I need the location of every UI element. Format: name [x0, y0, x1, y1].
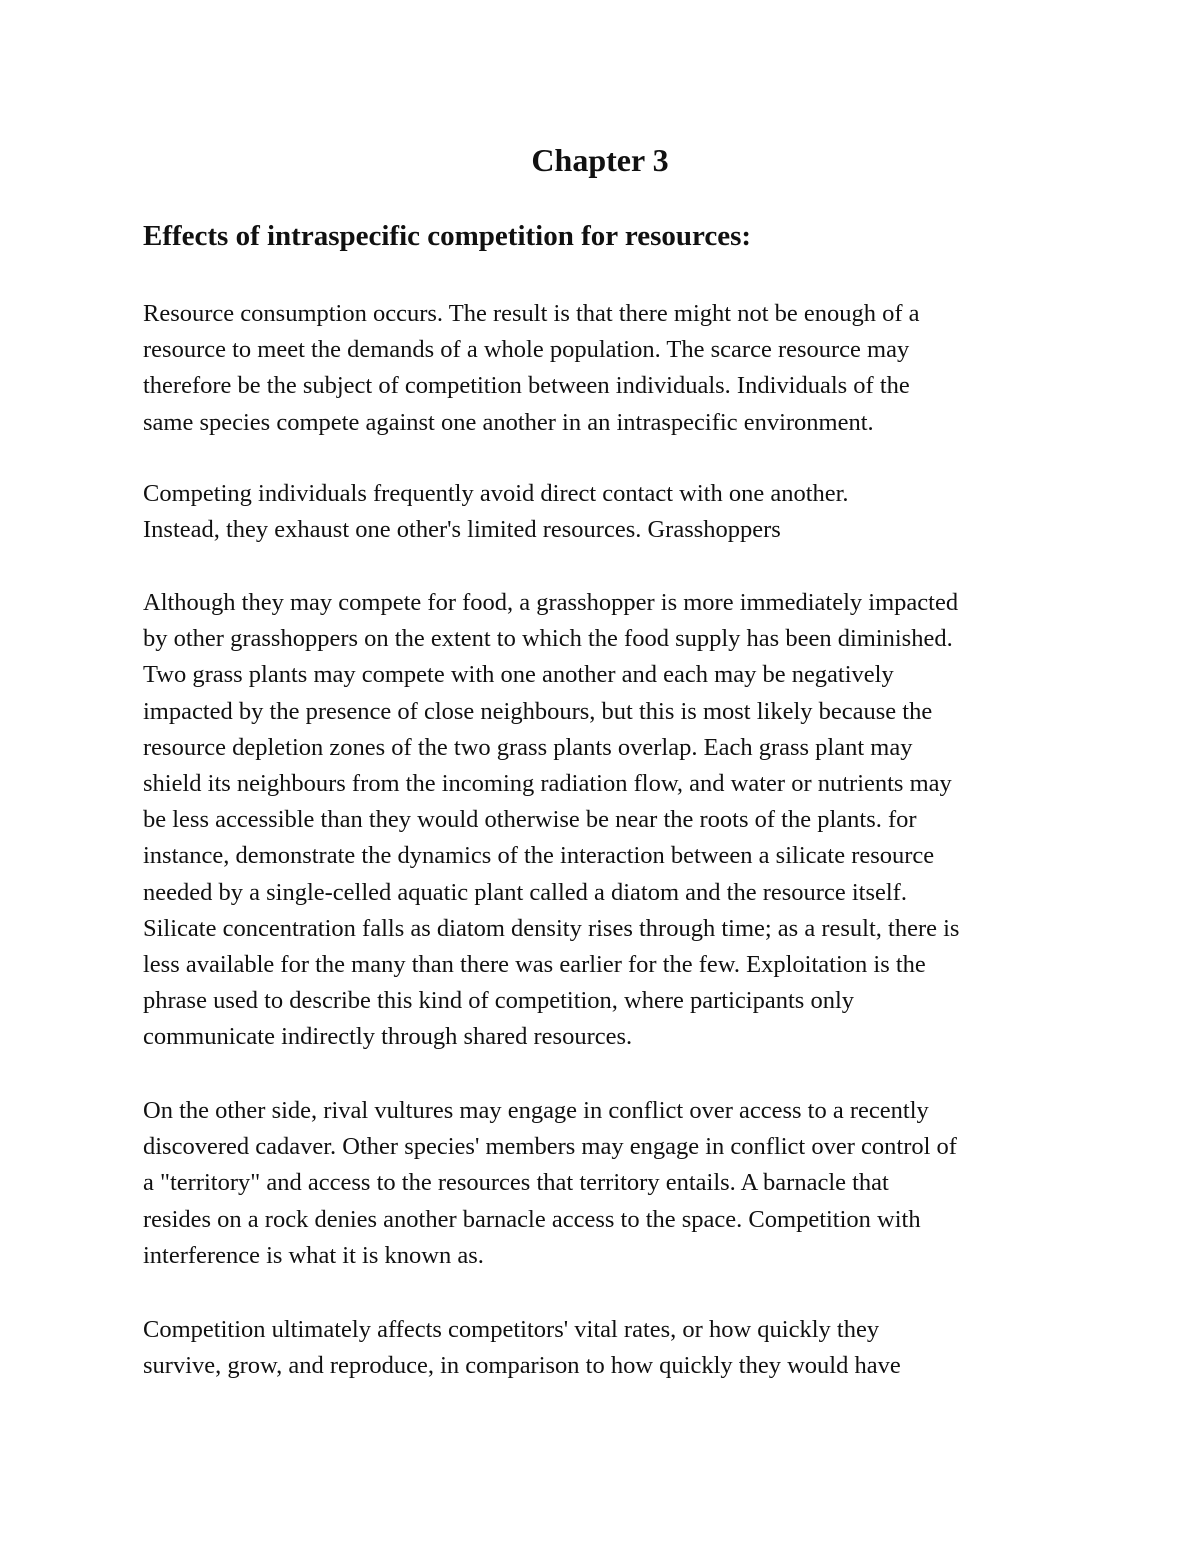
text-line: interference is what it is known as.	[143, 1241, 484, 1269]
text-line: less available for the many than there was earlier for the few. Exploitation is the	[143, 951, 926, 979]
text-line: Competition ultimately affects competitors' vital rates, or how quickly they	[143, 1316, 880, 1343]
text-line: Silicate concentration falls as diatom density rises through time; as a result, there is	[143, 914, 960, 942]
chapter-title: Chapter 3	[531, 142, 669, 178]
paragraph-vital-rates	[143, 1312, 901, 1384]
text-line: phrase used to describe this kind of competition, where participants only	[143, 987, 855, 1015]
section-heading: Effects of intraspecific competition for resources:	[143, 220, 752, 252]
text-line: needed by a single-celled aquatic plant called a diatom and the resource itself.	[143, 878, 907, 906]
text-line: Competing individuals frequently avoid direct contact with one another.	[143, 480, 849, 507]
paragraph-resource-consumption	[143, 296, 920, 441]
text-line: impacted by the presence of close neighbours, but this is most likely because the	[143, 697, 933, 725]
text-line: therefore be the subject of competition between individuals. Individuals of the	[143, 372, 910, 400]
text-line: resource depletion zones of the two grass plants overlap. Each grass plant may	[143, 733, 913, 761]
text-line: be less accessible than they would otherwise be near the roots of the plants. for	[143, 806, 917, 834]
text-line: by other grasshoppers on the extent to which the food supply has been diminished.	[143, 625, 953, 653]
text-line: Resource consumption occurs. The result is that there might not be enough of a	[143, 300, 920, 327]
paragraph-competing-individuals	[143, 476, 849, 548]
text-line: resource to meet the demands of a whole population. The scarce resource may	[143, 336, 910, 364]
text-line: resides on a rock denies another barnacle access to the space. Competition with	[143, 1205, 921, 1233]
text-line: Instead, they exhaust one other's limited resources. Grasshoppers	[143, 516, 781, 544]
text-line: discovered cadaver. Other species' members may engage in conflict over control of	[143, 1133, 957, 1161]
text-line: same species compete against one another in an intraspecific environment.	[143, 408, 874, 436]
text-line: On the other side, rival vultures may engage in conflict over access to a recently	[143, 1097, 929, 1124]
paragraph-grasshoppers	[143, 585, 959, 1056]
text-line: instance, demonstrate the dynamics of the interaction between a silicate resource	[143, 842, 935, 870]
text-line: communicate indirectly through shared resources.	[143, 1023, 633, 1051]
text-line: survive, grow, and reproduce, in comparison to how quickly they would have	[143, 1352, 901, 1380]
text-line: shield its neighbours from the incoming radiation flow, and water or nutrients may	[143, 770, 952, 798]
text-line: Two grass plants may compete with one another and each may be negatively	[143, 661, 894, 689]
text-line: a "territory" and access to the resources that territory entails. A barnacle that	[143, 1169, 889, 1197]
paragraph-vultures	[143, 1093, 957, 1274]
text-line: Although they may compete for food, a grasshopper is more immediately impacted	[143, 589, 959, 616]
